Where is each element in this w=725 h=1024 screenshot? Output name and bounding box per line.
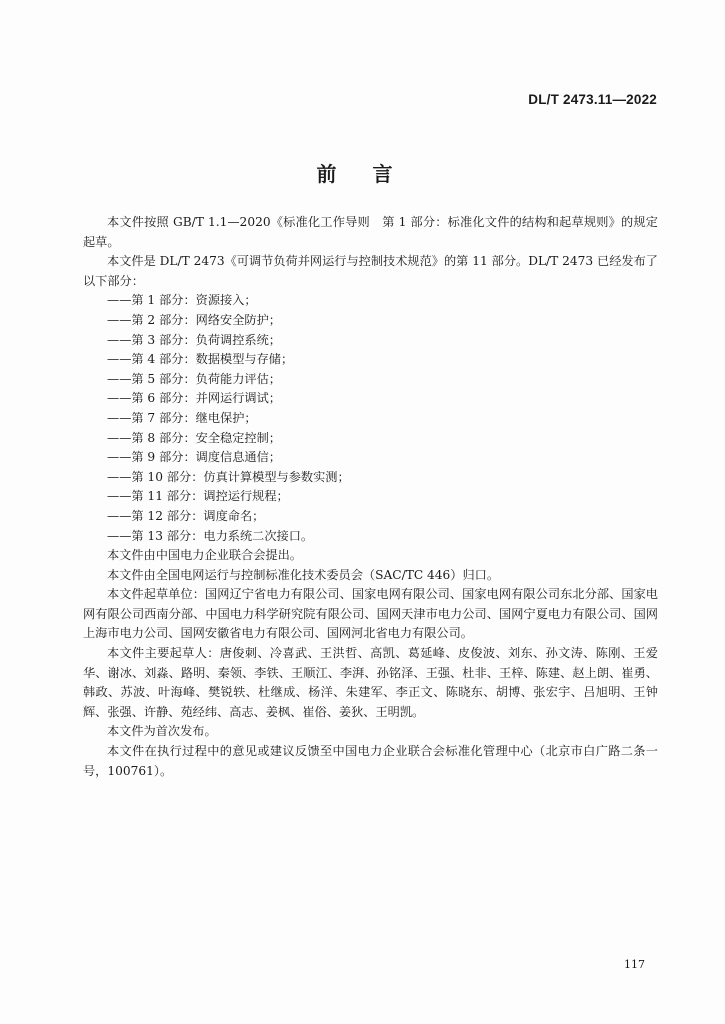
paragraph: 本文件是 DL/T 2473《可调节负荷并网运行与控制技术规范》的第 11 部分。DL/T 2473 已经发布了以下部分： [83, 254, 658, 288]
page-number: 117 [624, 958, 645, 971]
list-item: ——第 13 部分：电力系统二次接口。 [107, 528, 314, 543]
list-item: ——第 1 部分：资源接入； [107, 293, 257, 308]
parts-list [83, 291, 658, 546]
list-item: ——第 3 部分：负荷调控系统； [107, 332, 281, 347]
list-item: ——第 11 部分：调控运行规程； [107, 489, 289, 504]
paragraph-feedback: 本文件在执行过程中的意见或建议反馈至中国电力企业联合会标准化管理中心（北京市白广路二条一号，100761）。 [83, 744, 658, 778]
paragraph-drafters: 本文件主要起草人：唐俊刺、冷喜武、王洪哲、高凯、葛延峰、皮俊波、刘东、孙文涛、陈刚、王爱华、谢冰、刘淼、路明、秦领、李铁、王顺江、李湃、孙铭泽、王强、杜非、王梓、陈建、赵上朗、崔勇、韩政、苏波、叶海峰、樊锐轶、杜继成、杨洋、朱建军、李正文、陈晓东、胡博、张宏宇、吕旭明、王钟辉、张强、许静、苑经纬、高志、姜枫、崔俗、姜狄、王明凯。 [83, 646, 658, 719]
list-item: ——第 2 部分：网络安全防护； [107, 312, 281, 327]
list-item: ——第 9 部分：调度信息通信； [107, 450, 281, 465]
paragraph-drafting-units: 本文件起草单位：国网辽宁省电力有限公司、国家电网有限公司、国家电网有限公司东北分部、国家电网有限公司西南分部、中国电力科学研究院有限公司、国网天津市电力公司、国网宁夏电力有限公司、国网上海市电力公司、国网安徽省电力有限公司、国网河北省电力有限公司。 [83, 587, 658, 641]
paragraph-committee: 本文件由全国电网运行与控制标准化技术委员会（SAC/TC 446）归口。 [107, 567, 500, 582]
paragraph-first-release: 本文件为首次发布。 [107, 724, 217, 739]
list-item: ——第 5 部分：负荷能力评估； [107, 371, 281, 386]
list-item: ——第 7 部分：继电保护； [107, 410, 257, 425]
list-item: ——第 6 部分：并网运行调试； [107, 391, 281, 406]
paragraph-proposer: 本文件由中国电力企业联合会提出。 [107, 548, 302, 563]
list-item: ——第 10 部分：仿真计算模型与参数实测； [107, 469, 350, 484]
list-item: ——第 4 部分：数据模型与存储； [107, 352, 294, 367]
document-code: DL/T 2473.11—2022 [528, 92, 657, 107]
paragraph: 本文件按照 GB/T 1.1—2020《标准化工作导则 第 1 部分：标准化文件的结构和起草规则》的规定起草。 [83, 215, 658, 249]
list-item: ——第 8 部分：安全稳定控制； [107, 430, 281, 445]
page-title: 前言 [316, 162, 429, 186]
list-item: ——第 12 部分：调度命名； [107, 508, 265, 523]
document-body [83, 213, 658, 781]
